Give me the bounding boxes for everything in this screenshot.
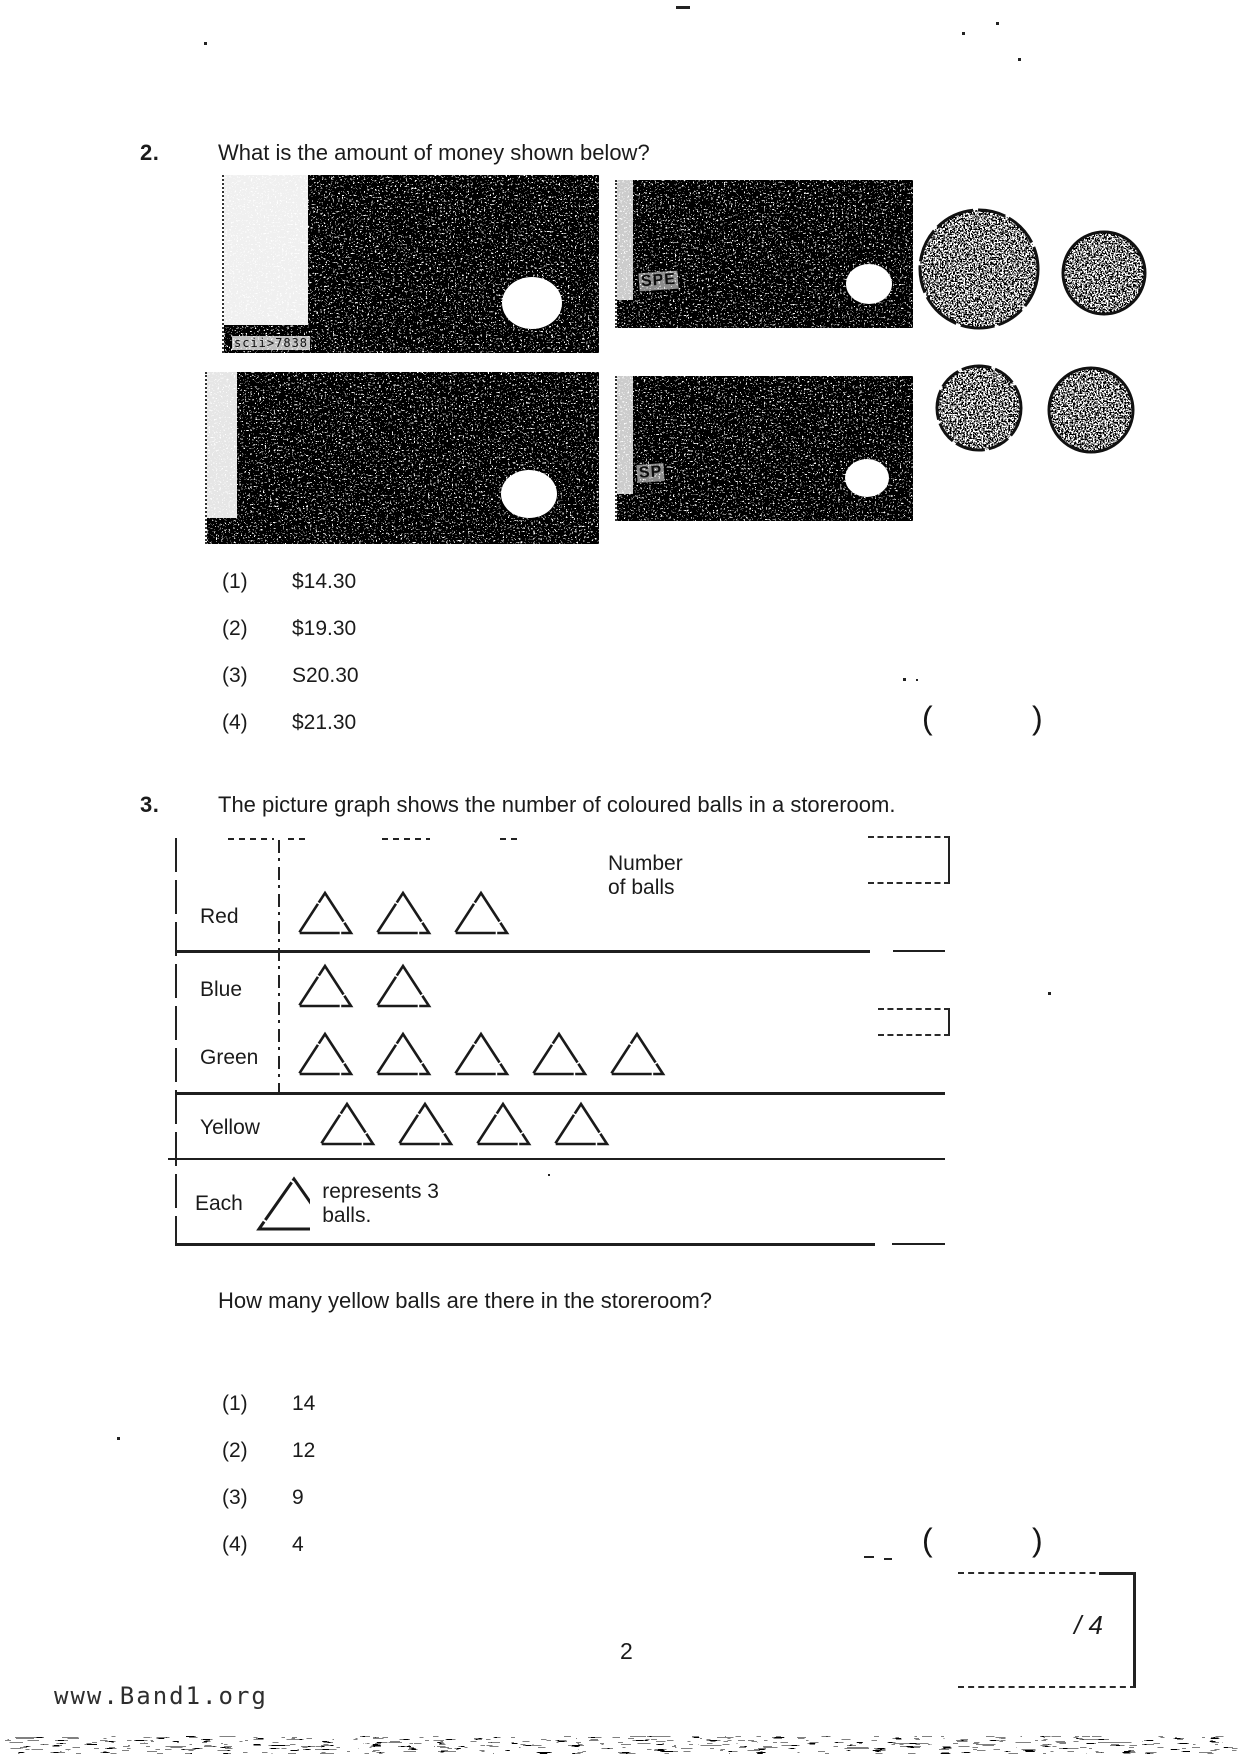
ball-symbol-triangle xyxy=(396,1101,454,1147)
option-value: 14 xyxy=(292,1392,316,1415)
option-value: $14.30 xyxy=(292,570,357,593)
symbol-row-green xyxy=(296,1031,666,1077)
q3-option-row xyxy=(0,1392,1239,1418)
banknote-image-1 xyxy=(222,175,599,353)
scan-speck xyxy=(548,1174,550,1176)
option-value: S20.30 xyxy=(292,664,359,687)
ball-symbol-triangle xyxy=(374,963,432,1009)
ball-symbol-triangle xyxy=(296,963,354,1009)
question-3-number: 3. xyxy=(140,792,160,817)
ball-symbol-triangle xyxy=(608,1031,666,1077)
banknote-image-2 xyxy=(615,180,913,328)
answer-bracket-close: ) xyxy=(1032,700,1043,736)
q3-option-row xyxy=(0,1439,1239,1465)
legend-prefix: Each xyxy=(195,1192,243,1215)
row-label-red: Red xyxy=(200,905,239,928)
symbol-row-blue xyxy=(296,963,432,1009)
row-label-blue: Blue xyxy=(200,978,243,1001)
banknote-serial-text: scii>7838 xyxy=(234,336,309,350)
question-2-header xyxy=(140,140,650,166)
legend-triangle-icon xyxy=(255,1175,310,1233)
marks-box xyxy=(958,1572,1136,1688)
marks-box-corner xyxy=(1099,1572,1133,1575)
q3-option-row xyxy=(0,1533,1239,1559)
option-number: (4) xyxy=(222,711,248,734)
row-divider xyxy=(893,950,945,952)
banknote-image-3 xyxy=(205,372,599,544)
marks-total-label: / 4 xyxy=(1074,1610,1103,1640)
graph-corner-piece xyxy=(868,836,950,884)
graph-top-border-dash xyxy=(228,838,274,840)
scan-speck xyxy=(204,42,207,45)
question-3-text: The picture graph shows the number of coloured balls in a storeroom. xyxy=(218,792,896,817)
graph-left-border xyxy=(175,838,177,1243)
graph-column-divider xyxy=(278,840,280,1092)
ball-symbol-triangle xyxy=(530,1031,588,1077)
scan-speck xyxy=(1048,992,1051,995)
row-divider xyxy=(168,1158,945,1160)
ball-symbol-triangle xyxy=(452,1031,510,1077)
graph-legend xyxy=(195,1168,444,1240)
ball-symbol-triangle xyxy=(474,1101,532,1147)
coin-image-3 xyxy=(935,364,1024,458)
option-value: $19.30 xyxy=(292,617,357,640)
banknote-overprint-text: SP xyxy=(636,463,665,483)
ball-symbol-triangle xyxy=(318,1101,376,1147)
legend-suffix: represents 3 balls. xyxy=(322,1180,439,1227)
option-number: (3) xyxy=(222,1486,248,1509)
banknote-overprint-text: SPE xyxy=(638,271,678,292)
graph-top-border-dash xyxy=(382,838,430,840)
option-number: (2) xyxy=(222,1439,248,1462)
coin-image-1 xyxy=(917,207,1041,336)
ball-symbol-triangle xyxy=(374,890,432,936)
page-number: 2 xyxy=(620,1638,633,1664)
question-3-header xyxy=(140,792,896,818)
option-number: (2) xyxy=(222,617,248,640)
graph-bottom-border xyxy=(892,1243,945,1245)
scan-noise-band xyxy=(0,1736,1239,1759)
row-label-green: Green xyxy=(200,1046,259,1069)
site-watermark: www.Band1.org xyxy=(54,1682,268,1710)
row-divider xyxy=(175,1092,945,1095)
symbol-row-red xyxy=(296,890,510,936)
answer-bracket-open: ( xyxy=(922,700,933,736)
coin-image-4 xyxy=(1047,366,1135,459)
question-3-prompt: How many yellow balls are there in the storeroom? xyxy=(218,1288,713,1313)
ball-symbol-triangle xyxy=(452,890,510,936)
graph-corner-piece xyxy=(878,1008,950,1036)
option-number: (1) xyxy=(222,1392,248,1415)
graph-top-border-dash xyxy=(500,838,518,840)
row-divider xyxy=(175,950,870,953)
ball-symbol-triangle xyxy=(374,1031,432,1077)
symbol-row-yellow xyxy=(318,1101,610,1147)
option-number: (3) xyxy=(222,664,248,687)
q2-option-row xyxy=(0,617,1239,643)
q2-option-row xyxy=(0,570,1239,596)
scan-speck xyxy=(962,32,965,35)
q2-option-row xyxy=(0,664,1239,690)
ball-symbol-triangle xyxy=(296,890,354,936)
coin-image-2 xyxy=(1061,230,1147,321)
ball-symbol-triangle xyxy=(552,1101,610,1147)
q3-option-row xyxy=(0,1486,1239,1512)
option-value: 12 xyxy=(292,1439,316,1462)
scan-speck xyxy=(676,6,690,9)
row-label-yellow: Yellow xyxy=(200,1116,260,1139)
scan-speck xyxy=(1018,58,1021,61)
ball-symbol-triangle xyxy=(296,1031,354,1077)
banknote-image-4 xyxy=(615,376,913,521)
answer-bracket-open: ( xyxy=(922,1522,933,1558)
question-2-text: What is the amount of money shown below? xyxy=(218,140,650,165)
graph-title: Number of balls xyxy=(608,852,683,899)
option-number: (4) xyxy=(222,1533,248,1556)
option-value: 4 xyxy=(292,1533,304,1556)
graph-bottom-border xyxy=(175,1243,875,1246)
option-value: 9 xyxy=(292,1486,304,1509)
q2-option-row xyxy=(0,711,1239,737)
scan-speck xyxy=(996,22,999,25)
option-number: (1) xyxy=(222,570,248,593)
option-value: $21.30 xyxy=(292,711,357,734)
question-2-number: 2. xyxy=(140,140,160,165)
graph-top-border-dash xyxy=(288,838,310,840)
answer-bracket-close: ) xyxy=(1032,1522,1043,1558)
